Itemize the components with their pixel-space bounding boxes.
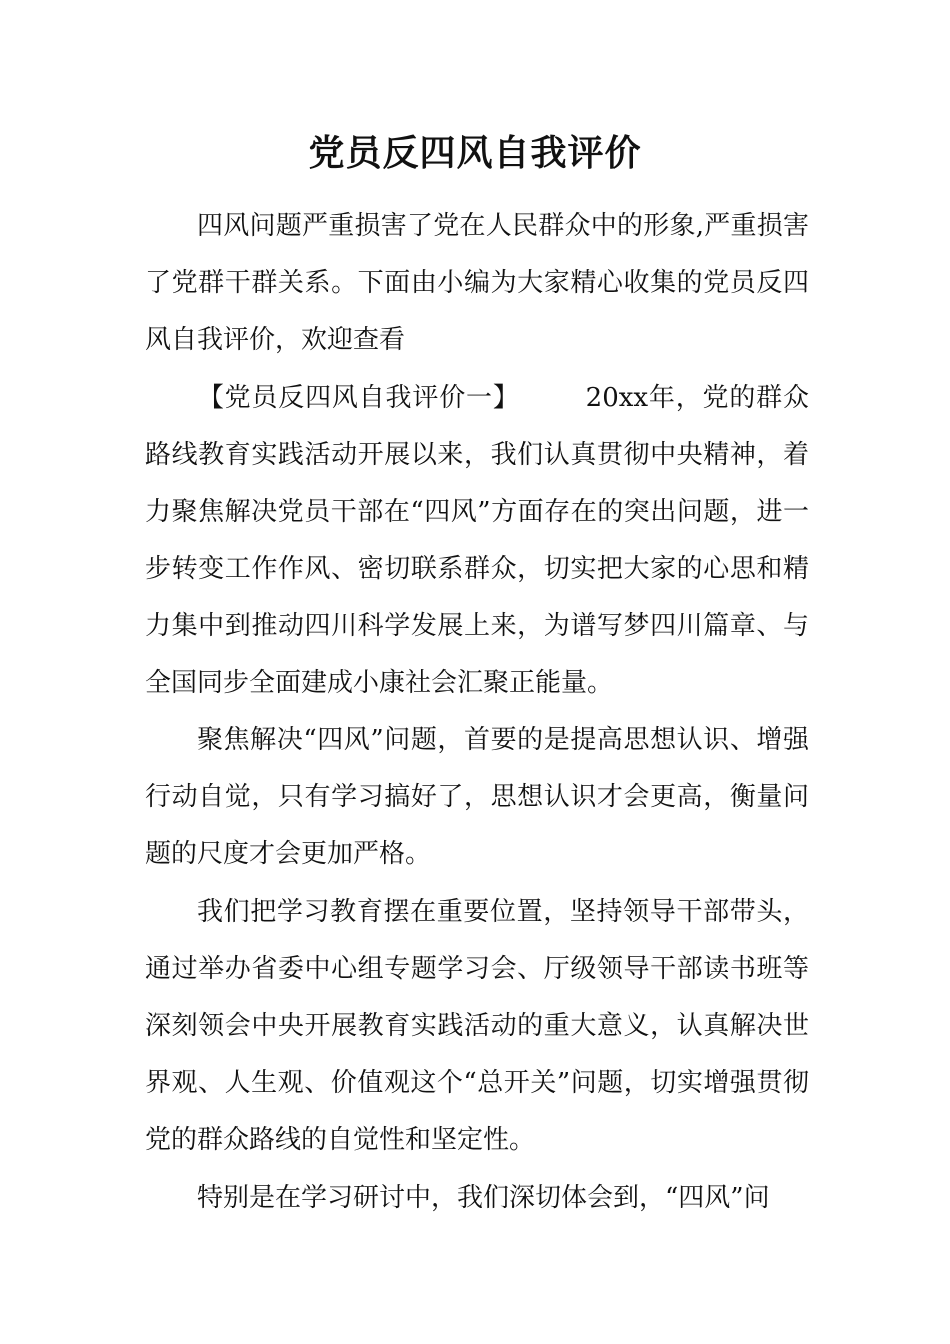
paragraph-section-one: [145, 370, 809, 712]
section-heading: 【党员反四风自我评价一】: [197, 383, 520, 413]
document-title: 党员反四风自我评价: [308, 133, 642, 174]
section-one-body: 20xx年，党的群众路线教育实践活动开展以来，我们认真贯彻中央精神，着力聚焦解决党员干部在“四风”方面存在的突出问题，进一步转变工作作风、密切联系群众，切实把大家的心思和精力集中到推动四川科学发展上来，为谱写梦四川篇章、与全国同步全面建成小康社会汇聚正能量。: [145, 383, 809, 698]
paragraph-discussion: 特别是在学习研讨中，我们深切体会到，“四风”问: [197, 1183, 770, 1213]
paragraph-awareness: 聚焦解决“四风”问题，首要的是提高思想认识、增强行动自觉，只有学习搞好了，思想认识才会更高，衡量问题的尺度才会更加严格。: [145, 725, 809, 869]
paragraph-study: 我们把学习教育摆在重要位置，坚持领导干部带头，通过举办省委中心组专题学习会、厅级领导干部读书班等深刻领会中央开展教育实践活动的重大意义，认真解决世界观、人生观、价值观这个“总开关”问题，切实增强贯彻党的群众路线的自觉性和坚定性。: [145, 897, 809, 1155]
paragraph-intro: 四风问题严重损害了党在人民群众中的形象,严重损害了党群干群关系。下面由小编为大家精心收集的党员反四风自我评价，欢迎查看: [145, 211, 809, 355]
